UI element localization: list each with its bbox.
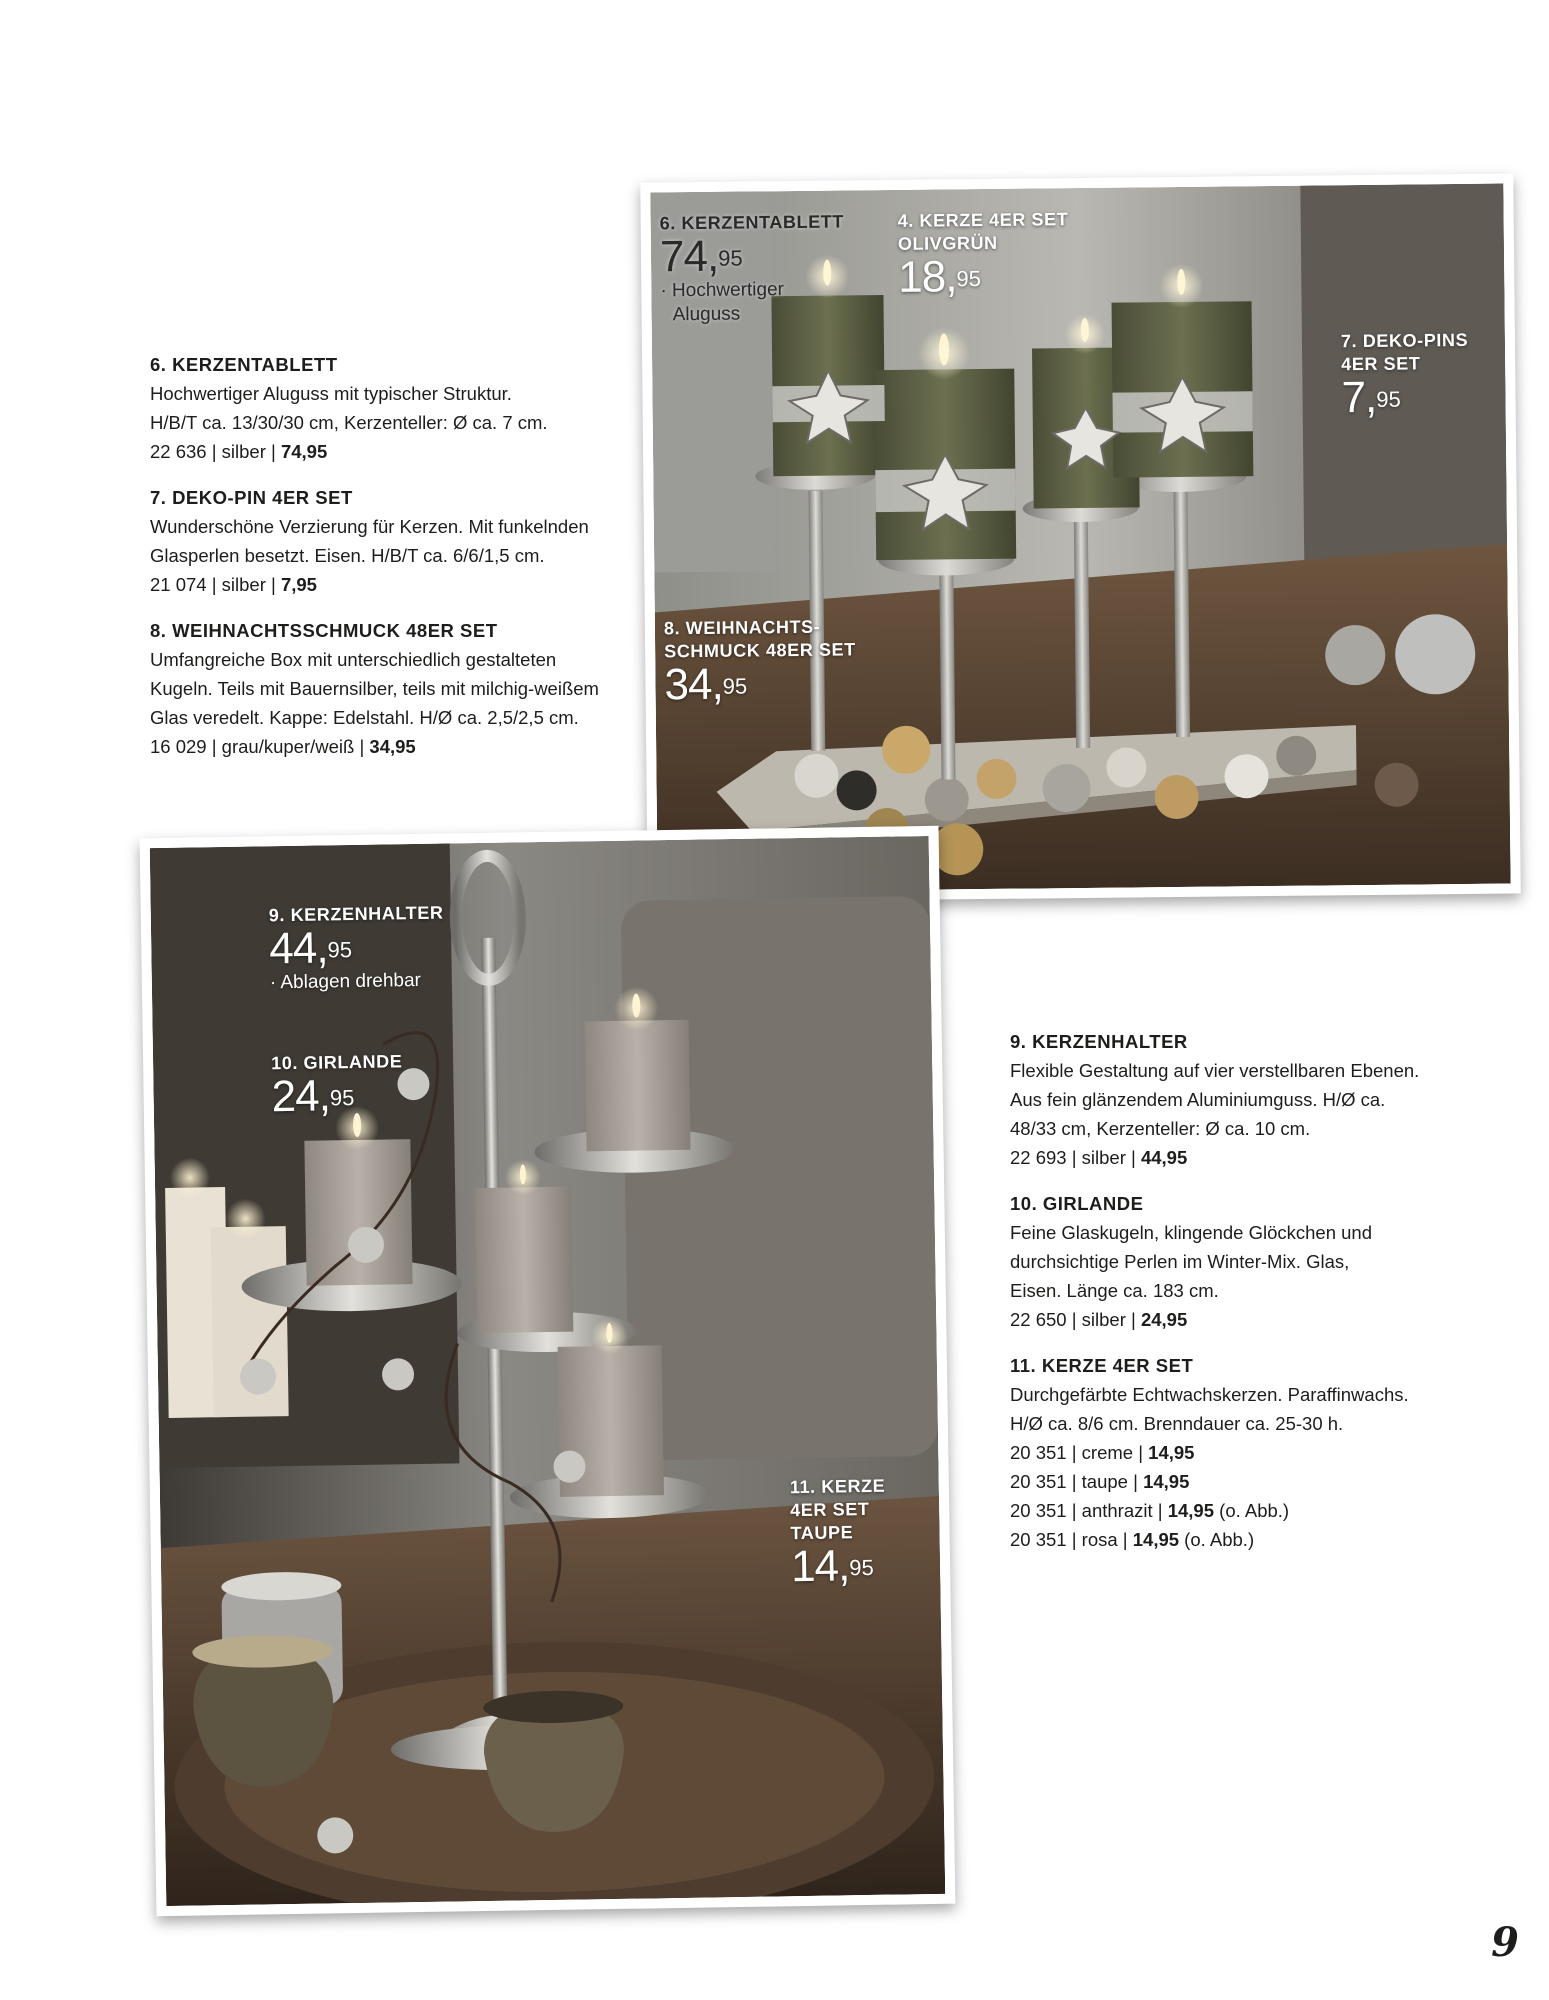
product-text: Glas veredelt. Kappe: Edelstahl. H/Ø ca. 2,5/2,5 cm. [150,707,579,728]
product-text: Aus fein glänzendem Aluminiumguss. H/Ø ca. [1010,1089,1386,1110]
tag-name: 7. DEKO-PINS [1340,329,1469,352]
product-text: Kugeln. Teils mit Bauernsilber, teils mit milchig-weißem [150,678,599,699]
price: 7,95 [280,574,317,595]
product-desc-deko-pin [150,483,620,599]
product-sku-line: 20 351 | anthrazit | 14,95 (o. Abb.) [1010,1500,1290,1521]
product-sku-line: 20 351 | rosa | 14,95 (o. Abb.) [1010,1529,1255,1550]
tag-note: · Hochwertiger [660,279,785,302]
product-text: Wunderschöne Verzierung für Kerzen. Mit funkelnden [150,516,589,537]
product-desc-kerzentablett [150,350,620,466]
product-text: Umfangreiche Box mit unterschiedlich gestalteten [150,649,557,670]
candle-taupe [304,1139,412,1286]
tag-name: 4. KERZE 4ER SET [897,209,1069,231]
product-sku-line [150,570,620,599]
left-description-block [150,350,620,778]
tag-price: 18,95 [898,252,982,302]
product-text: Eisen. Länge ca. 183 cm. [1010,1280,1219,1301]
tag-price: 24,95 [271,1071,355,1122]
photo-candle-holder-image [150,836,946,1906]
tag-price: 74,95 [659,231,743,282]
product-text: Glasperlen besetzt. Eisen. H/B/T ca. 6/6/1,5 cm. [150,545,545,566]
tag-note: Aluguss [672,303,741,326]
product-desc-kerze [1010,1351,1480,1554]
tag-kerze-olivgruen [898,208,1070,300]
price: 74,95 [280,441,328,462]
product-sku-line: 20 351 | creme | 14,95 [1010,1442,1195,1463]
photo-candle-holder [140,826,956,1916]
candle-taupe [585,1020,691,1152]
page-number: 9 [1491,1919,1519,1966]
tag-kerzenhalter [269,902,445,996]
product-text: Durchgefärbte Echtwachskerzen. Paraffinwachs. [1010,1384,1409,1405]
product-sku-line: 20 351 | taupe | 14,95 [1010,1471,1190,1492]
product-title: 7. DEKO-PIN 4ER SET [150,487,353,508]
tag-girlande [270,1050,403,1122]
product-text: H/B/T ca. 13/30/30 cm, Kerzenteller: Ø ca. 7 cm. [150,412,548,433]
tag-note: · Ablagen drehbar [269,969,422,994]
tag-price: 7,95 [1341,372,1401,423]
product-text: durchsichtige Perlen im Winter-Mix. Glas, [1010,1251,1350,1272]
tag-name: 11. KERZE [789,1475,886,1498]
product-title: 8. WEIHNACHTSSCHMUCK 48ER SET [150,620,498,641]
sku: 16 029 | grau/kuper/weiß | [150,736,370,757]
tag-name: 10. GIRLANDE [270,1051,403,1074]
tag-deko-pins [1340,329,1469,423]
sku: 22 636 | silber | [150,441,281,462]
product-sku-line: 22 650 | silber | 24,95 [1010,1309,1188,1330]
tag-name: 4ER SET [1341,353,1421,375]
product-sku-line [150,437,620,466]
product-desc-girlande [1010,1189,1480,1334]
sku: 21 074 | silber | [150,574,281,595]
product-title: 6. KERZENTABLETT [150,354,338,375]
product-text: Feine Glaskugeln, klingende Glöckchen und [1010,1222,1373,1243]
tag-name: OLIVGRÜN [897,232,998,254]
tag-name: 9. KERZENHALTER [268,902,444,926]
photo-candle-tray [640,173,1520,902]
tag-name: 8. WEIHNACHTS- [663,616,821,639]
price: 34,95 [369,736,416,757]
product-sku-line: 22 693 | silber | 44,95 [1010,1147,1188,1168]
product-title: 11. KERZE 4ER SET [1010,1355,1194,1376]
tag-price: 34,95 [664,659,748,710]
tag-kerze-taupe [789,1475,887,1592]
tag-price: 44,95 [268,923,353,974]
tag-kerzentablett [660,210,845,327]
product-text: Hochwertiger Aluguss mit typischer Struktur. [150,383,512,404]
product-text: H/Ø ca. 8/6 cm. Brenndauer ca. 25-30 h. [1010,1413,1344,1434]
tag-weihnachtsschmuck [663,615,857,710]
product-sku-line [150,732,620,761]
product-text: 48/33 cm, Kerzenteller: Ø ca. 10 cm. [1010,1118,1311,1139]
tag-name: 4ER SET [790,1498,870,1521]
candle-taupe [475,1187,573,1333]
candle-holder-illustration [150,836,946,1906]
product-text: Flexible Gestaltung auf vier verstellbaren Ebenen. [1010,1060,1420,1081]
tag-name: TAUPE [790,1522,854,1544]
tag-name: SCHMUCK 48ER SET [664,639,856,662]
tag-name: 6. KERZENTABLETT [659,211,845,234]
tag-price: 14,95 [790,1541,874,1592]
product-desc-weihnachtsschmuck [150,616,620,761]
right-description-block [1010,1027,1480,1571]
product-desc-kerzenhalter [1010,1027,1480,1172]
product-title: 9. KERZENHALTER [1010,1031,1188,1052]
product-title: 10. GIRLANDE [1010,1193,1144,1214]
